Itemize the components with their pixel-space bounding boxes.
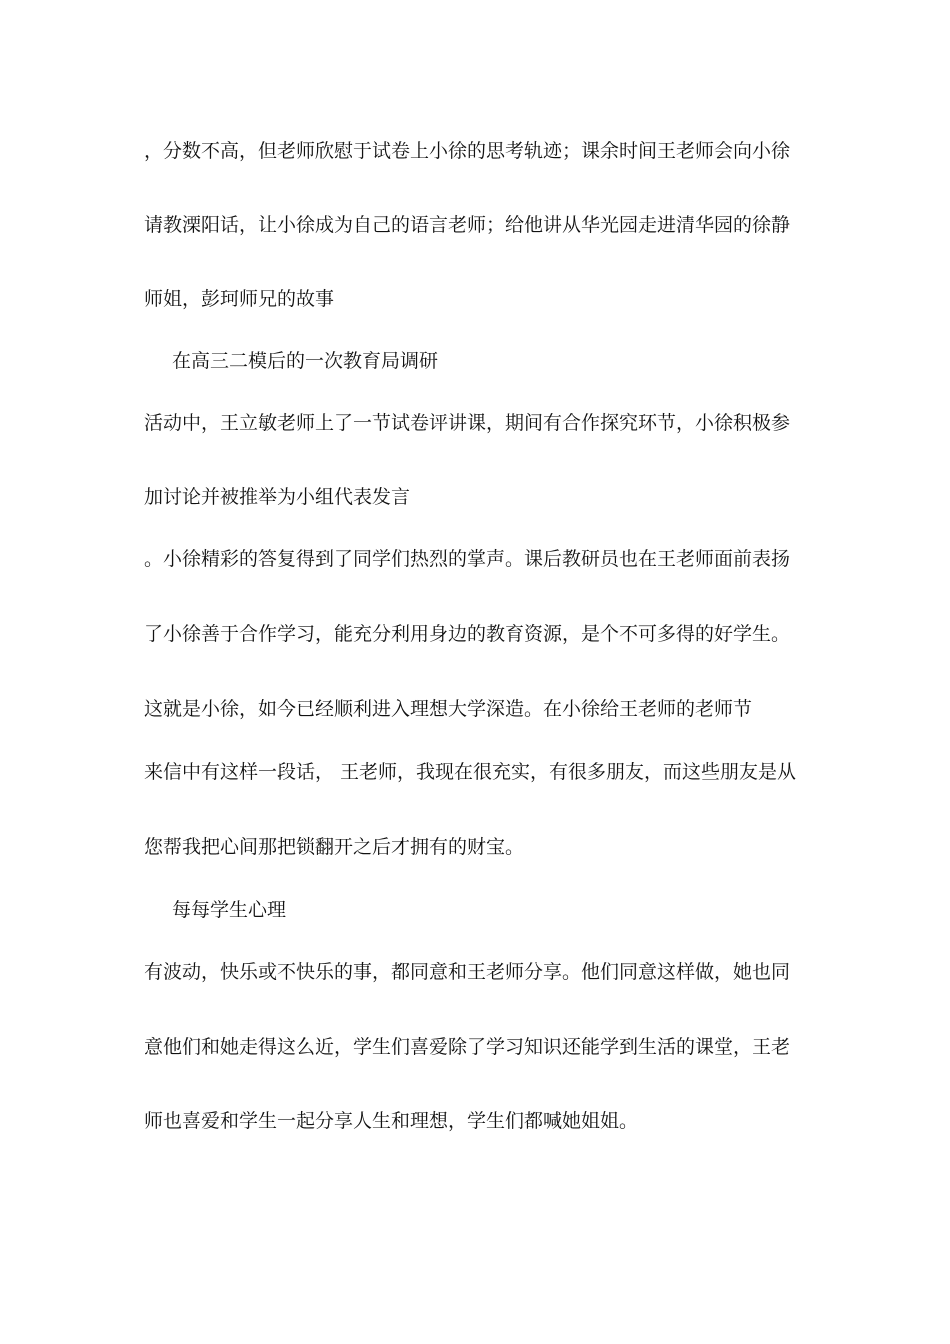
text-line: 师也喜爱和学生一起分享人生和理想，学生们都喊她姐姐。: [144, 1110, 639, 1132]
text-line: 活动中，王立敏老师上了一节试卷评讲课，期间有合作探究环节，小徐积极参: [144, 412, 791, 434]
text-line: 加讨论并被推举为小组代表发言: [144, 486, 411, 508]
text-line: ，分数不高，但老师欣慰于试卷上小徐的思考轨迹；课余时间王老师会向小徐: [144, 140, 791, 162]
text-line: 。小徐精彩的答复得到了同学们热烈的掌声。课后教研员也在王老师面前表扬: [144, 548, 791, 570]
paragraph-start-line: 在高三二模后的一次教育局调研: [172, 350, 439, 372]
text-line: 有波动，快乐或不快乐的事，都同意和王老师分享。他们同意这样做，她也同: [144, 961, 791, 983]
text-line: 这就是小徐，如今已经顺利进入理想大学深造。在小徐给王老师的老师节: [144, 698, 753, 720]
text-line: 来信中有这样一段话， 王老师，我现在很充实，有很多朋友，而这些朋友是从: [144, 761, 797, 783]
text-line: 请教溧阳话，让小徐成为自己的语言老师；给他讲从华光园走进清华园的徐静: [144, 214, 791, 236]
text-line: 您帮我把心间那把锁翻开之后才拥有的财宝。: [144, 836, 525, 858]
text-line: 意他们和她走得这么近，学生们喜爱除了学习知识还能学到生活的课堂，王老: [144, 1036, 791, 1058]
paragraph-start-line: 每每学生心理: [172, 899, 287, 921]
text-line: 了小徐善于合作学习，能充分利用身边的教育资源，是个不可多得的好学生。: [144, 623, 791, 645]
text-line: 师姐，彭珂师兄的故事: [144, 288, 335, 310]
